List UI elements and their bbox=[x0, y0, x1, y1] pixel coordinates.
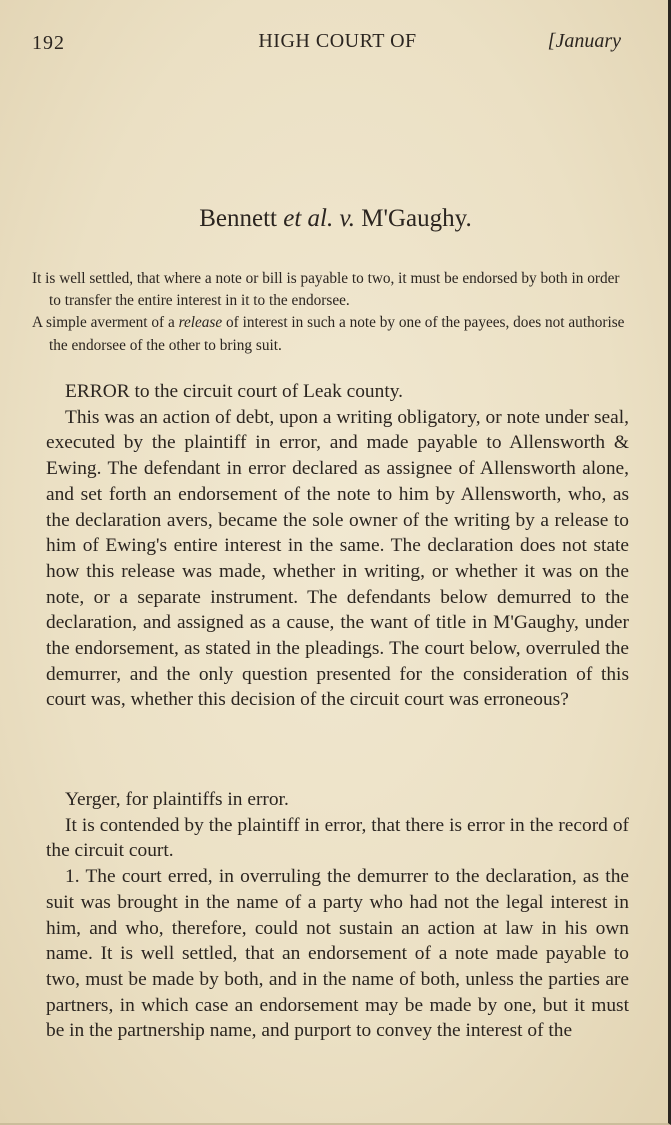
running-head bbox=[0, 30, 671, 58]
statement-of-case bbox=[46, 379, 629, 713]
plaintiff-name: Bennett bbox=[199, 205, 277, 232]
running-head-month: [January bbox=[547, 30, 621, 52]
argument-paragraph: 1. The court erred, in overruling the demurrer to the declaration, as the suit was brought in the name of a party who had not the legal interest in him, and who, therefore, could not sustain an action at law in his own name. It is well settled, that an endorsement of a note made payable to two, must be made by both, and in the name of both, unless the parties are partners, in which case an endorsement may be made by one, but it must be in the partnership name, and purport to convey the interest of the bbox=[46, 866, 629, 1042]
error-line: ERROR to the circuit court of Leak county. bbox=[65, 381, 403, 402]
counsel-line: Yerger, for plaintiffs in error. bbox=[65, 789, 289, 810]
headnote-paragraph: A simple averment of a release of interest in such a note by one of the payees, does not authorise the endorsee of the other to bring suit. bbox=[32, 314, 625, 354]
defendant-name: M'Gaughy. bbox=[361, 205, 472, 232]
case-title bbox=[0, 205, 671, 233]
argument-paragraph: It is contended by the plaintiff in error, that there is error in the record of the circuit court. bbox=[46, 814, 629, 862]
headnote-paragraph: It is well settled, that where a note or bill is payable to two, it must be endorsed by both in order to transfer the entire interest in it to the endorsee. bbox=[32, 270, 620, 310]
et-al: et al. bbox=[283, 205, 334, 232]
headnote bbox=[32, 268, 632, 357]
versus: v. bbox=[339, 205, 355, 232]
release-emphasis: release bbox=[178, 314, 223, 332]
statement-paragraph: This was an action of debt, upon a writing obligatory, or note under seal, executed by the plaintiff in error, and made payable to Allensworth & Ewing. The defendant in error declared as assignee of Allensworth alone, and set forth an endorsement of the note to him by Allensworth, who, as the declaration avers, became the sole owner of the writing by a release to him of Ewing's entire interest in the same. The declaration does not state how this release was made, whether in writing, or whether it was on the note, or a separate instrument. The defendants below demurred to the declaration, and assigned as a cause, the want of title in M'Gaughy, under the endorsement, as stated in the pleadings. The court below, overruled the demurrer, and the only question presented for the consideration of this court was, whether this decision of the circuit court was erroneous? bbox=[46, 406, 629, 711]
page-number: 192 bbox=[32, 32, 65, 54]
argument-section bbox=[46, 787, 629, 1044]
court-name: HIGH COURT OF bbox=[258, 30, 417, 52]
